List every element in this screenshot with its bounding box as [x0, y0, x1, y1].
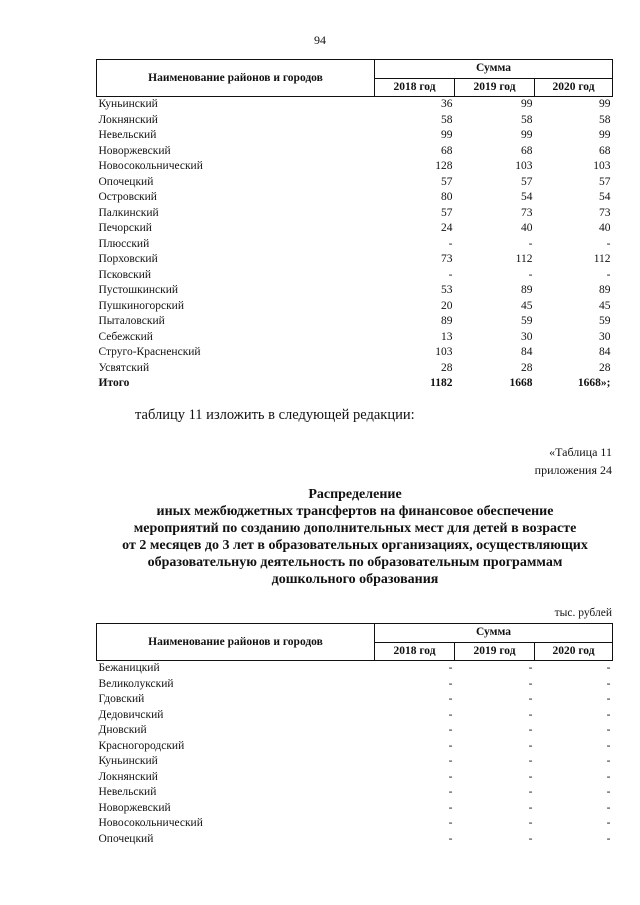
value-2019-cell: - [528, 770, 533, 783]
table-row [97, 159, 613, 175]
column-header-2018: 2018 год [375, 642, 455, 661]
value-2019-cell: - [528, 739, 533, 752]
transfers-table-new [96, 623, 613, 847]
value-2018-cell: 57 [441, 175, 453, 188]
value-2019-cell: - [528, 755, 533, 767]
table-row [97, 97, 613, 113]
title-line: мероприятий по созданию дополнительных мест для детей в возрасте [133, 521, 577, 536]
value-2020-cell: - [606, 677, 611, 690]
table-row [97, 361, 613, 377]
district-name-cell: Дедовичский [98, 708, 164, 721]
page-number: 94 [314, 33, 326, 47]
value-2020-cell: - [606, 832, 611, 845]
value-2020-cell: - [606, 755, 611, 767]
column-header-2020: 2020 год [535, 78, 613, 97]
table-row [97, 268, 613, 284]
value-2019-cell: 54 [521, 191, 533, 203]
value-2020-cell: 45 [599, 299, 611, 312]
district-name-cell: Красногородский [98, 739, 185, 752]
title-line: иных межбюджетных трансфертов на финансовое обеспечение [156, 504, 554, 519]
value-2020-cell: 1668»; [577, 377, 611, 389]
district-name-cell: Невельский [98, 129, 157, 141]
value-2020-cell: - [606, 693, 611, 705]
table-caption-appendix: приложения 24 [534, 463, 612, 477]
value-2020-cell: 89 [599, 284, 611, 296]
value-2020-cell: - [606, 770, 611, 783]
value-2018-cell: - [448, 724, 453, 736]
value-2020-cell: - [606, 801, 611, 814]
table-row [97, 128, 613, 144]
value-2018-cell: 57 [441, 206, 453, 219]
total-row [97, 376, 613, 392]
table-row [97, 661, 613, 677]
title-line: от 2 месяцев до 3 лет в образовательных организациях, осуществляющих [122, 538, 588, 553]
value-2018-cell: 89 [441, 315, 453, 327]
value-2018-cell: - [448, 662, 453, 674]
value-2018-cell: - [448, 801, 453, 814]
value-2019-cell: - [528, 817, 533, 829]
value-2020-cell: - [606, 786, 611, 798]
value-2018-cell: - [448, 237, 453, 250]
district-name-cell: Плюсский [98, 237, 150, 250]
value-2019-cell: 45 [521, 299, 533, 312]
value-2019-cell: 57 [521, 175, 533, 188]
value-2018-cell: 128 [435, 160, 453, 172]
district-name-cell: Бежаницкий [98, 662, 160, 674]
value-2018-cell: 20 [441, 299, 453, 312]
district-name-cell: Усвятский [98, 361, 150, 374]
value-2018-cell: - [448, 739, 453, 752]
table-title [0, 486, 640, 588]
district-name-cell: Куньинский [98, 98, 158, 110]
value-2020-cell: 103 [593, 160, 611, 172]
district-name-cell: Новосокольнический [98, 817, 203, 829]
value-2019-cell: 28 [521, 361, 533, 374]
district-name-cell: Палкинский [98, 206, 159, 219]
district-name-cell: Островский [98, 191, 157, 203]
table-row [97, 113, 613, 129]
district-name-cell: Куньинский [98, 755, 158, 767]
table-row [97, 345, 613, 361]
table-row [97, 175, 613, 191]
value-2020-cell: 58 [599, 113, 611, 126]
district-name-cell: Печорский [98, 222, 152, 234]
value-2020-cell: - [606, 724, 611, 736]
table-row [97, 237, 613, 253]
table-row [97, 221, 613, 237]
value-2019-cell: 58 [521, 113, 533, 126]
value-2019-cell: 99 [521, 98, 533, 110]
title-line: Распределение [308, 487, 402, 502]
district-name-cell: Пушкиногорский [98, 299, 184, 312]
table-row [97, 801, 613, 817]
value-2018-cell: - [448, 786, 453, 798]
value-2020-cell: 112 [593, 253, 611, 265]
table-row [97, 283, 613, 299]
value-2020-cell: - [606, 237, 611, 250]
value-2019-cell: - [528, 693, 533, 705]
title-line: образовательную деятельность по образовательным программам [147, 555, 563, 570]
table-row [97, 299, 613, 315]
value-2018-cell: 99 [441, 129, 453, 141]
district-name-cell: Струго-Красненский [98, 346, 201, 358]
value-2018-cell: - [448, 268, 453, 281]
value-2019-cell: 84 [521, 346, 533, 358]
column-header-2019: 2019 год [455, 642, 535, 661]
value-2020-cell: - [606, 268, 611, 281]
table-row [97, 190, 613, 206]
value-2019-cell: 40 [521, 222, 533, 234]
table-row [97, 314, 613, 330]
value-2019-cell: - [528, 677, 533, 690]
value-2020-cell: - [606, 708, 611, 721]
district-name-cell: Себежский [98, 330, 153, 343]
value-2020-cell: - [606, 739, 611, 752]
value-2018-cell: 73 [441, 253, 453, 265]
district-name-cell: Итого [98, 377, 130, 389]
table-row [97, 677, 613, 693]
column-header-sum: Сумма [375, 624, 613, 643]
column-header-2018: 2018 год [375, 78, 455, 97]
district-name-cell: Новоржевский [98, 144, 171, 157]
value-2019-cell: 73 [521, 206, 533, 219]
value-2020-cell: - [606, 817, 611, 829]
value-2019-cell: - [528, 268, 533, 281]
value-2019-cell: - [528, 724, 533, 736]
column-header-2020: 2020 год [535, 642, 613, 661]
value-2019-cell: 112 [515, 253, 533, 265]
value-2020-cell: 68 [599, 144, 611, 157]
value-2019-cell: - [528, 786, 533, 798]
table-row [97, 252, 613, 268]
table-row [97, 144, 613, 160]
table-row [97, 785, 613, 801]
district-name-cell: Псковский [98, 268, 152, 281]
value-2019-cell: 68 [521, 144, 533, 157]
value-2020-cell: 99 [599, 98, 611, 110]
district-name-cell: Пустошкинский [98, 284, 179, 296]
value-2018-cell: - [448, 708, 453, 721]
value-2020-cell: 84 [599, 346, 611, 358]
value-2019-cell: 103 [515, 160, 533, 172]
district-name-cell: Опочецкий [98, 832, 154, 845]
table-row [97, 832, 613, 848]
value-2018-cell: - [448, 817, 453, 829]
table-body [97, 661, 613, 848]
value-2020-cell: - [606, 662, 611, 674]
value-2020-cell: 99 [599, 129, 611, 141]
title-line: дошкольного образования [271, 572, 439, 587]
unit-label: тыс. рублей [554, 607, 612, 619]
district-name-cell: Новоржевский [98, 801, 171, 814]
value-2019-cell: - [528, 832, 533, 845]
table-body [97, 97, 613, 392]
district-name-cell: Гдовский [98, 693, 145, 705]
table-row [97, 816, 613, 832]
district-name-cell: Локнянский [98, 770, 158, 783]
district-name-cell: Невельский [98, 786, 157, 798]
value-2018-cell: 68 [441, 144, 453, 157]
value-2020-cell: 57 [599, 175, 611, 188]
value-2018-cell: - [448, 693, 453, 705]
table-row [97, 708, 613, 724]
value-2018-cell: 53 [441, 284, 453, 296]
column-header-sum: Сумма [375, 60, 613, 79]
district-name-cell: Новосокольнический [98, 160, 203, 172]
column-header-name: Наименование районов и городов [97, 624, 375, 661]
table-caption-number: «Таблица 11 [549, 445, 612, 459]
value-2018-cell: 103 [435, 346, 453, 358]
district-name-cell: Порховский [98, 253, 158, 265]
value-2020-cell: 40 [599, 222, 611, 234]
table-row [97, 692, 613, 708]
value-2020-cell: 30 [599, 330, 611, 343]
district-name-cell: Дновский [98, 724, 147, 736]
value-2019-cell: 30 [521, 330, 533, 343]
transfers-table-previous [96, 59, 613, 392]
amendment-instruction: таблицу 11 изложить в следующей редакции: [135, 407, 415, 423]
table-row [97, 330, 613, 346]
value-2018-cell: 58 [441, 113, 453, 126]
value-2019-cell: - [528, 237, 533, 250]
table-row [97, 739, 613, 755]
table-row [97, 723, 613, 739]
value-2019-cell: 59 [521, 315, 533, 327]
value-2018-cell: - [448, 832, 453, 845]
table-row [97, 206, 613, 222]
value-2018-cell: 13 [441, 330, 453, 343]
value-2020-cell: 28 [599, 361, 611, 374]
table-row [97, 754, 613, 770]
district-name-cell: Локнянский [98, 113, 158, 126]
district-name-cell: Великолукский [98, 677, 174, 690]
column-header-name: Наименование районов и городов [97, 60, 375, 97]
district-name-cell: Опочецкий [98, 175, 154, 188]
value-2018-cell: - [448, 677, 453, 690]
value-2018-cell: 24 [441, 222, 453, 234]
value-2018-cell: 28 [441, 361, 453, 374]
value-2018-cell: - [448, 755, 453, 767]
column-header-2019: 2019 год [455, 78, 535, 97]
value-2020-cell: 59 [599, 315, 611, 327]
value-2018-cell: 1182 [430, 377, 453, 389]
value-2019-cell: - [528, 708, 533, 721]
district-name-cell: Пыталовский [98, 315, 165, 327]
value-2019-cell: - [528, 662, 533, 674]
value-2019-cell: 99 [521, 129, 533, 141]
value-2019-cell: 89 [521, 284, 533, 296]
value-2019-cell: 1668 [509, 377, 533, 389]
value-2018-cell: 80 [441, 191, 453, 203]
value-2018-cell: 36 [441, 98, 453, 110]
value-2019-cell: - [528, 801, 533, 814]
value-2018-cell: - [448, 770, 453, 783]
value-2020-cell: 54 [599, 191, 611, 203]
value-2020-cell: 73 [599, 206, 611, 219]
table-row [97, 770, 613, 786]
